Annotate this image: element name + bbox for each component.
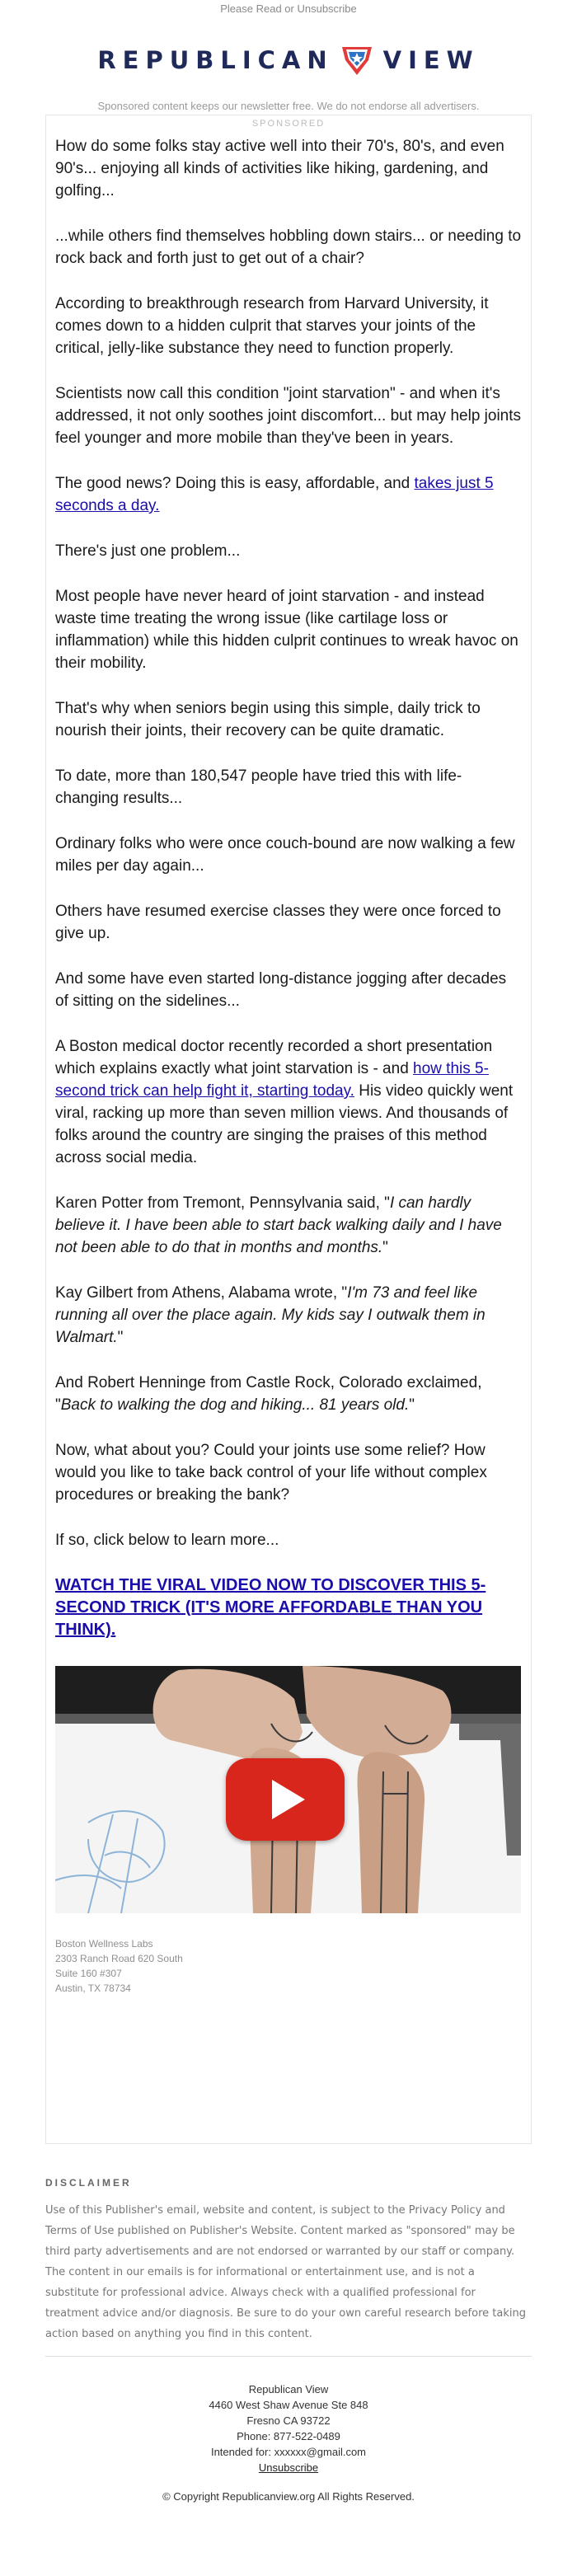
testimonial-end: "	[382, 1239, 388, 1256]
testimonial-quote: I'm 73 and feel like running all over the place again. My kids say I outwalk them in Walmart.	[55, 1284, 486, 1346]
divider	[45, 2356, 532, 2357]
paragraph-text: His video quickly went viral, racking up more than seven million views. And thousands of folks around the country are singing the praises of this method across social media.	[55, 1082, 514, 1166]
testimonial-end: "	[409, 1396, 415, 1414]
star-shield-icon	[339, 42, 375, 78]
brand-right: VIEW	[382, 46, 480, 74]
footer-name: Republican View	[248, 2383, 329, 2395]
disclaimer-text: Use of this Publisher's email, website and content, is subject to the Privacy Policy and Terms of Use published on Publisher's Website. Content marked as "sponsored" may be third party advertisements and are not endorsed or warranted by our staff or company. The content in our emails is for informational or entertainment use, and is not a substitute for professional advice. Always check with a qualified professional for treatment advice and/or diagnosis. Be sure to do your own careful research before taking action based on anything you find in this content.	[45, 2204, 526, 2340]
paragraph: Scientists now call this condition "joint starvation" - and when it's addressed, it not only soothes joint discomfort... but may help joints feel younger and more mobile than they've been in years.	[55, 385, 522, 447]
top-note[interactable]: Please Read or Unsubscribe	[220, 2, 357, 15]
paragraph: Ordinary folks who were once couch-bound are now walking a few miles per day again...	[55, 835, 515, 875]
advertiser-address	[55, 1936, 522, 1996]
paragraph	[55, 1035, 522, 1169]
paragraph: To date, more than 180,547 people have tried this with life-changing results...	[55, 767, 462, 807]
testimonial-quote: I can hardly believe it. I have been able to start back walking daily and I have not been able to do that in months and months.	[55, 1194, 502, 1256]
testimonial-end: "	[117, 1329, 124, 1346]
paragraph-text: A Boston medical doctor recently recorded a short presentation which explains exactly what joint starvation is - and	[55, 1038, 493, 1077]
testimonial	[55, 1372, 522, 1416]
testimonial-quote: Back to walking the dog and hiking... 81 years old.	[60, 1396, 410, 1414]
address-line: Austin, TX 78734	[55, 1982, 131, 1994]
sponsored-label: SPONSORED	[251, 119, 326, 129]
inline-link[interactable]: takes just 5 seconds a day.	[55, 475, 494, 514]
address-line: 2303 Ranch Road 620 South	[55, 1953, 183, 1964]
copyright: © Copyright Republicanview.org All Rights Reserved.	[162, 2490, 415, 2503]
paragraph: That's why when seniors begin using this simple, daily trick to nourish their joints, their recovery can be quite dramatic.	[55, 700, 481, 739]
brand-left: REPUBLICAN	[97, 46, 334, 74]
testimonial-lead: Kay Gilbert from Athens, Alabama wrote, "	[55, 1284, 348, 1302]
sponsored-card	[45, 115, 532, 2144]
testimonial-lead: Karen Potter from Tremont, Pennsylvania said, "	[55, 1194, 390, 1212]
footer-street: 4460 West Shaw Avenue Ste 848	[209, 2399, 368, 2411]
footer	[0, 2381, 577, 2475]
play-triangle	[272, 1780, 305, 1819]
brand-logo[interactable]	[0, 21, 577, 100]
paragraph: According to breakthrough research from Harvard University, it comes down to a hidden culprit that starves your joints of the critical, jelly-like substance they need to function properly.	[55, 295, 489, 357]
paragraph: If so, click below to learn more...	[55, 1532, 279, 1549]
disclaimer	[45, 2177, 532, 2344]
unsubscribe-link[interactable]: Unsubscribe	[258, 2461, 319, 2474]
inline-link[interactable]: how this 5-second trick can help fight it, starting today.	[55, 1060, 489, 1100]
video-thumbnail[interactable]	[55, 1666, 521, 1913]
footer-intended: Intended for: xxxxxx@gmail.com	[210, 2446, 367, 2458]
paragraph: Now, what about you? Could your joints use some relief? How would you like to take back control of your life without complex procedures or breaking the bank?	[55, 1442, 487, 1504]
testimonial	[55, 1192, 522, 1259]
paragraph: How do some folks stay active well into their 70's, 80's, and even 90's... enjoying all kinds of activities like hiking, gardening, and golfing...	[55, 138, 504, 199]
footer-phone: Phone: 877-522-0489	[237, 2430, 340, 2442]
paragraph: Most people have never heard of joint starvation - and instead waste time treating the wrong issue (like cartilage loss or inflammation) while this hidden culprit continues to wreak havoc on their mobility.	[55, 588, 518, 672]
paragraph: ...while others find themselves hobbling down stairs... or needing to rock back and forth just to get out of a chair?	[55, 228, 522, 267]
paragraph: And some have even started long-distance jogging after decades of sitting on the sidelines...	[55, 970, 507, 1010]
paragraph: There's just one problem...	[55, 542, 241, 560]
testimonial-lead: And Robert Henninge from Castle Rock, Colorado exclaimed, "	[55, 1374, 482, 1414]
paragraph-text: The good news? Doing this is easy, affordable, and	[55, 475, 415, 492]
cta-link[interactable]: WATCH THE VIRAL VIDEO NOW TO DISCOVER THIS 5-SECOND TRICK (IT'S MORE AFFORDABLE THAN YOU THINK).	[55, 1576, 486, 1639]
address-line: Suite 160 #307	[55, 1968, 122, 1979]
paragraph: Others have resumed exercise classes they were once forced to give up.	[55, 903, 501, 942]
paragraph	[55, 472, 522, 517]
address-line: Boston Wellness Labs	[55, 1938, 153, 1950]
footer-city: Fresno CA 93722	[246, 2414, 331, 2427]
play-icon[interactable]	[226, 1758, 345, 1841]
article-body	[46, 135, 531, 1996]
disclaimer-title: DISCLAIMER	[45, 2177, 132, 2189]
sponsor-note: Sponsored content keeps our newsletter free. We do not endorse all advertisers.	[97, 100, 480, 112]
testimonial	[55, 1282, 522, 1349]
